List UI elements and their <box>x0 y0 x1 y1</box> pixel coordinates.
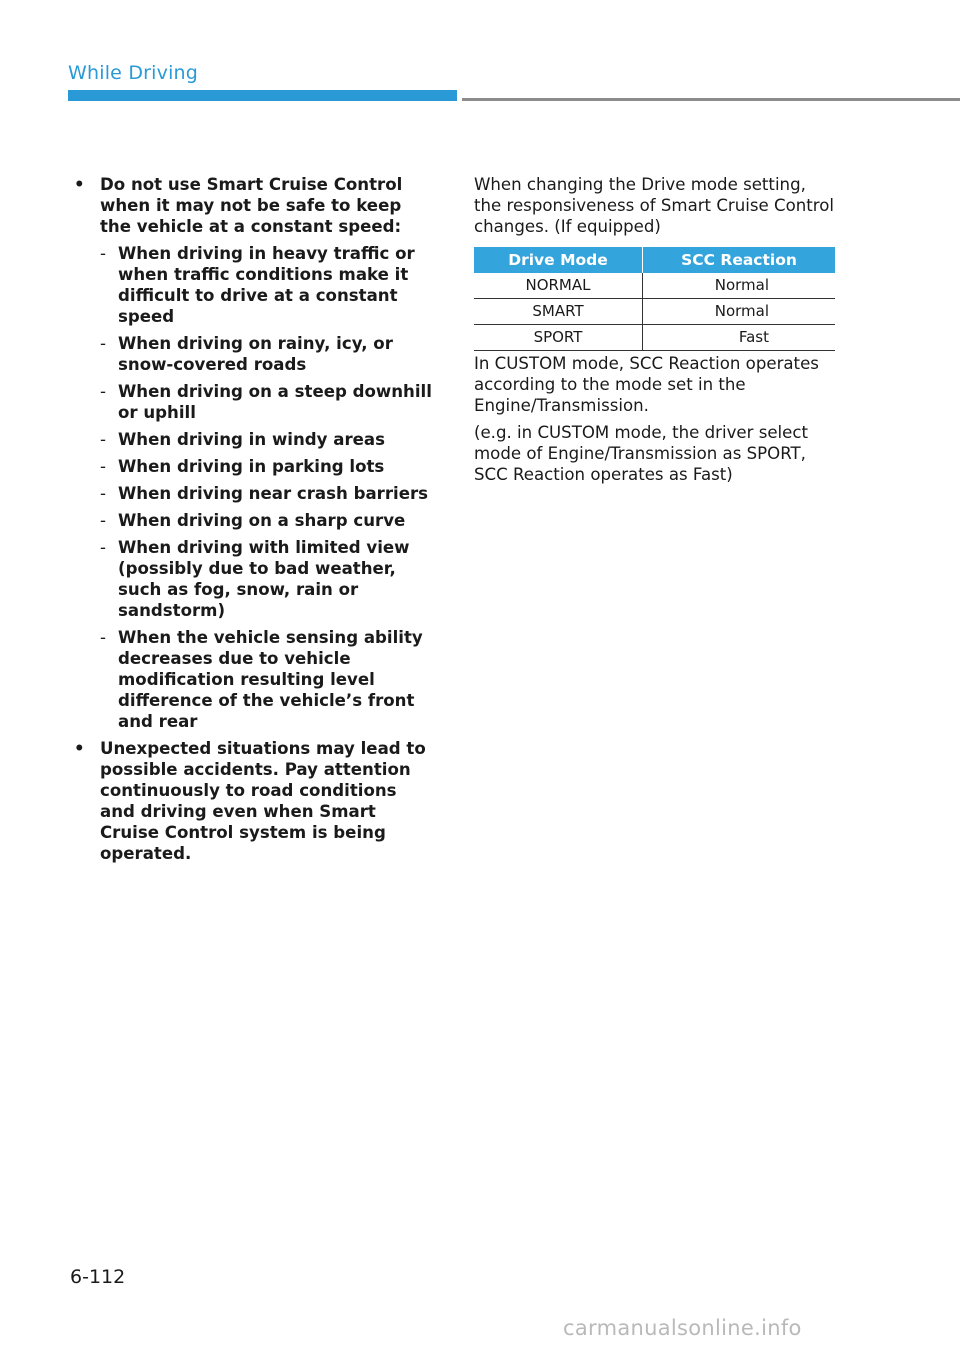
dash-marker: - <box>100 511 106 530</box>
right-column <box>474 174 836 491</box>
bullet-text: Do not use Smart Cruise Control when it may not be safe to keep the vehicle at a constant speed: <box>100 175 403 236</box>
header-rule-accent <box>68 90 457 101</box>
sub-item-text: When driving in parking lots <box>118 457 385 476</box>
sub-item <box>70 333 434 375</box>
sub-item <box>70 510 434 531</box>
sub-item <box>70 627 434 732</box>
table-row <box>474 273 835 299</box>
section-title: While Driving <box>68 62 199 84</box>
dash-marker: - <box>100 430 106 449</box>
bullet-item <box>70 738 434 864</box>
sub-item-text: When the vehicle sensing ability decreases due to vehicle modification resulting level difference of the vehicle’s front and rear <box>118 628 423 731</box>
sub-item-text: When driving on a sharp curve <box>118 511 406 530</box>
sub-item-text: When driving on rainy, icy, or snow-covered roads <box>118 334 393 374</box>
table-header-row <box>474 247 835 273</box>
dash-marker: - <box>100 628 106 647</box>
table-row <box>474 325 835 351</box>
dash-marker: - <box>100 538 106 557</box>
sub-item <box>70 456 434 477</box>
page-number: 6-112 <box>70 1266 126 1288</box>
table-cell-reaction: Normal <box>643 273 836 299</box>
dash-marker: - <box>100 382 106 401</box>
sub-item-text: When driving near crash barriers <box>118 484 429 503</box>
sub-list <box>100 243 434 732</box>
table-cell-reaction: Normal <box>643 299 836 325</box>
sub-item <box>70 381 434 423</box>
sub-item-text: When driving on a steep downhill or uphill <box>118 382 432 422</box>
example-note: (e.g. in CUSTOM mode, the driver select mode of Engine/Transmission as SPORT, SCC Reaction operates as Fast) <box>474 423 809 484</box>
table-cell-reaction: Fast <box>643 325 836 351</box>
sub-item <box>70 429 434 450</box>
table-header-scc-reaction: SCC Reaction <box>643 247 836 273</box>
custom-mode-note: In CUSTOM mode, SCC Reaction operates according to the mode set in the Engine/Transmission. <box>474 354 819 415</box>
sub-item-text: When driving with limited view (possibly due to bad weather, such as fog, snow, rain or sandstorm) <box>118 538 410 620</box>
table-cell-mode: SMART <box>474 299 643 325</box>
sub-item <box>70 243 434 327</box>
sub-item-text: When driving in heavy traffic or when traffic conditions make it difficult to drive at a constant speed <box>118 244 415 326</box>
sub-item-text: When driving in windy areas <box>118 430 385 449</box>
header-rule-gray <box>462 98 960 101</box>
sub-item <box>70 537 434 621</box>
table-cell-mode: NORMAL <box>474 273 643 299</box>
table-cell-mode: SPORT <box>474 325 643 351</box>
dash-marker: - <box>100 244 106 263</box>
table-row <box>474 299 835 325</box>
table-header-drive-mode: Drive Mode <box>474 247 643 273</box>
sub-item <box>70 483 434 504</box>
drive-mode-table <box>474 247 835 351</box>
dash-marker: - <box>100 484 106 503</box>
bullet-text: Unexpected situations may lead to possible accidents. Pay attention continuously to road conditions and driving even when Smart Cruise Control system is being operated. <box>100 739 426 863</box>
dash-marker: - <box>100 457 106 476</box>
bullet-item <box>70 174 434 732</box>
dash-marker: - <box>100 334 106 353</box>
intro-paragraph: When changing the Drive mode setting, the responsiveness of Smart Cruise Control changes. (If equipped) <box>474 175 834 236</box>
left-column <box>70 174 434 870</box>
watermark: carmanualsonline.info <box>563 1316 802 1340</box>
